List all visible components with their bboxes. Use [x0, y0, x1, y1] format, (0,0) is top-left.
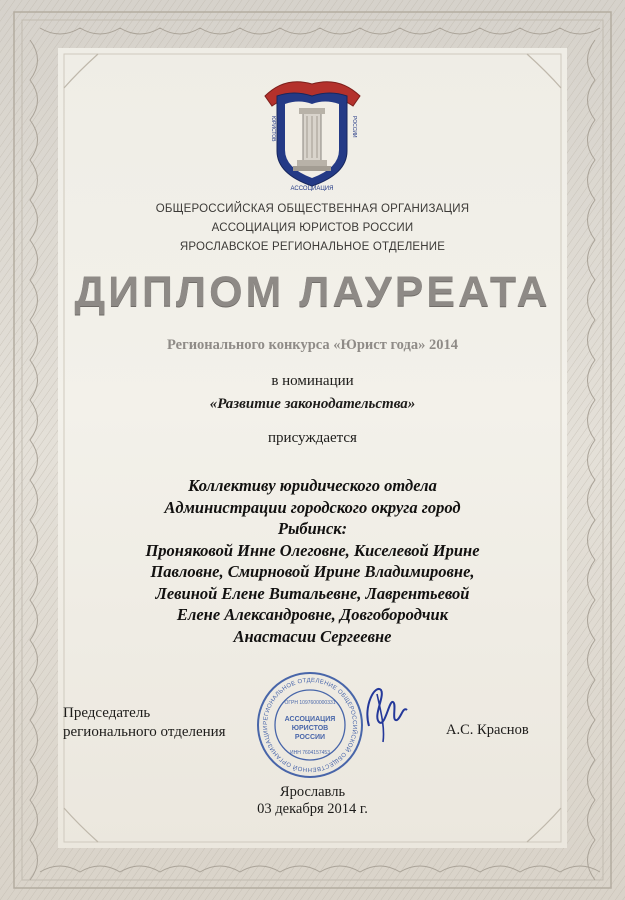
diploma-title: ДИПЛОМ ЛАУРЕАТА [74, 268, 551, 316]
recipient-line: Рыбинск: [277, 519, 348, 538]
org-line-2: АССОЦИАЦИЯ ЮРИСТОВ РОССИИ [211, 222, 414, 234]
signatory-position-line-2: регионального отделения [63, 724, 226, 740]
official-stamp [255, 670, 365, 780]
recipient-line: Павловне, Смирновой Ирине Владимировне, [150, 562, 475, 581]
recipient-line: Елене Александровне, Довгобородчик [176, 605, 449, 624]
recipient-line: Анастасии Сергеевне [233, 626, 392, 646]
recipient-line: Проняковой Инне Олеговне, Киселевой Ирине [145, 540, 480, 560]
recipient-block [0, 475, 625, 647]
signatory-position [63, 704, 226, 742]
stamp-center-line-3: РОССИИ [294, 734, 326, 741]
stamp-ogrn: ОГРН 1097600000331 [284, 700, 336, 706]
stamp-inn: ИНН 7604157453 [289, 750, 331, 756]
stamp-center-line-2: ЮРИСТОВ [291, 725, 329, 732]
signatory-position-line-1: Председатель [63, 705, 151, 721]
signatory-name: А.С. Краснов [446, 722, 529, 738]
recipient-line: Коллективу юридического отдела [188, 476, 437, 495]
nomination-name: «Развитие законодательства» [209, 396, 416, 412]
stamp-center-line-1: АССОЦИАЦИЯ [284, 716, 336, 723]
issue-date: 03 декабря 2014 г. [257, 801, 368, 817]
emblem-left-letters: ЮРИСТОВ [270, 116, 276, 142]
recipient-line: Левиной Елене Витальевне, Лаврентьевой [155, 583, 470, 603]
nomination-label: в номинации [271, 373, 354, 389]
lawyers-association-emblem [255, 66, 370, 191]
emblem-caption: АССОЦИАЦИЯ [290, 186, 334, 191]
contest-subtitle: Регионального конкурса «Юрист года» 2014 [167, 337, 458, 353]
handwritten-signature [355, 676, 415, 746]
org-line-3: ЯРОСЛАВСКОЕ РЕГИОНАЛЬНОЕ ОТДЕЛЕНИЕ [179, 241, 446, 253]
org-line-1: ОБЩЕРОССИЙСКАЯ ОБЩЕСТВЕННАЯ ОРГАНИЗАЦИЯ [155, 203, 470, 215]
emblem-right-letters: РОССИИ [351, 116, 357, 138]
recipient-line: Администрации городского округа город [164, 497, 461, 517]
awarded-label: присуждается [268, 430, 357, 446]
issue-place: Ярославль [279, 784, 346, 800]
stamp-ring-text: РЕГИОНАЛЬНОЕ ОТДЕЛЕНИЕ ОБЩЕРОССИЙСКОЙ ОБЩЕСТВЕННОЙ ОРГАНИЗАЦИИ [262, 677, 358, 773]
